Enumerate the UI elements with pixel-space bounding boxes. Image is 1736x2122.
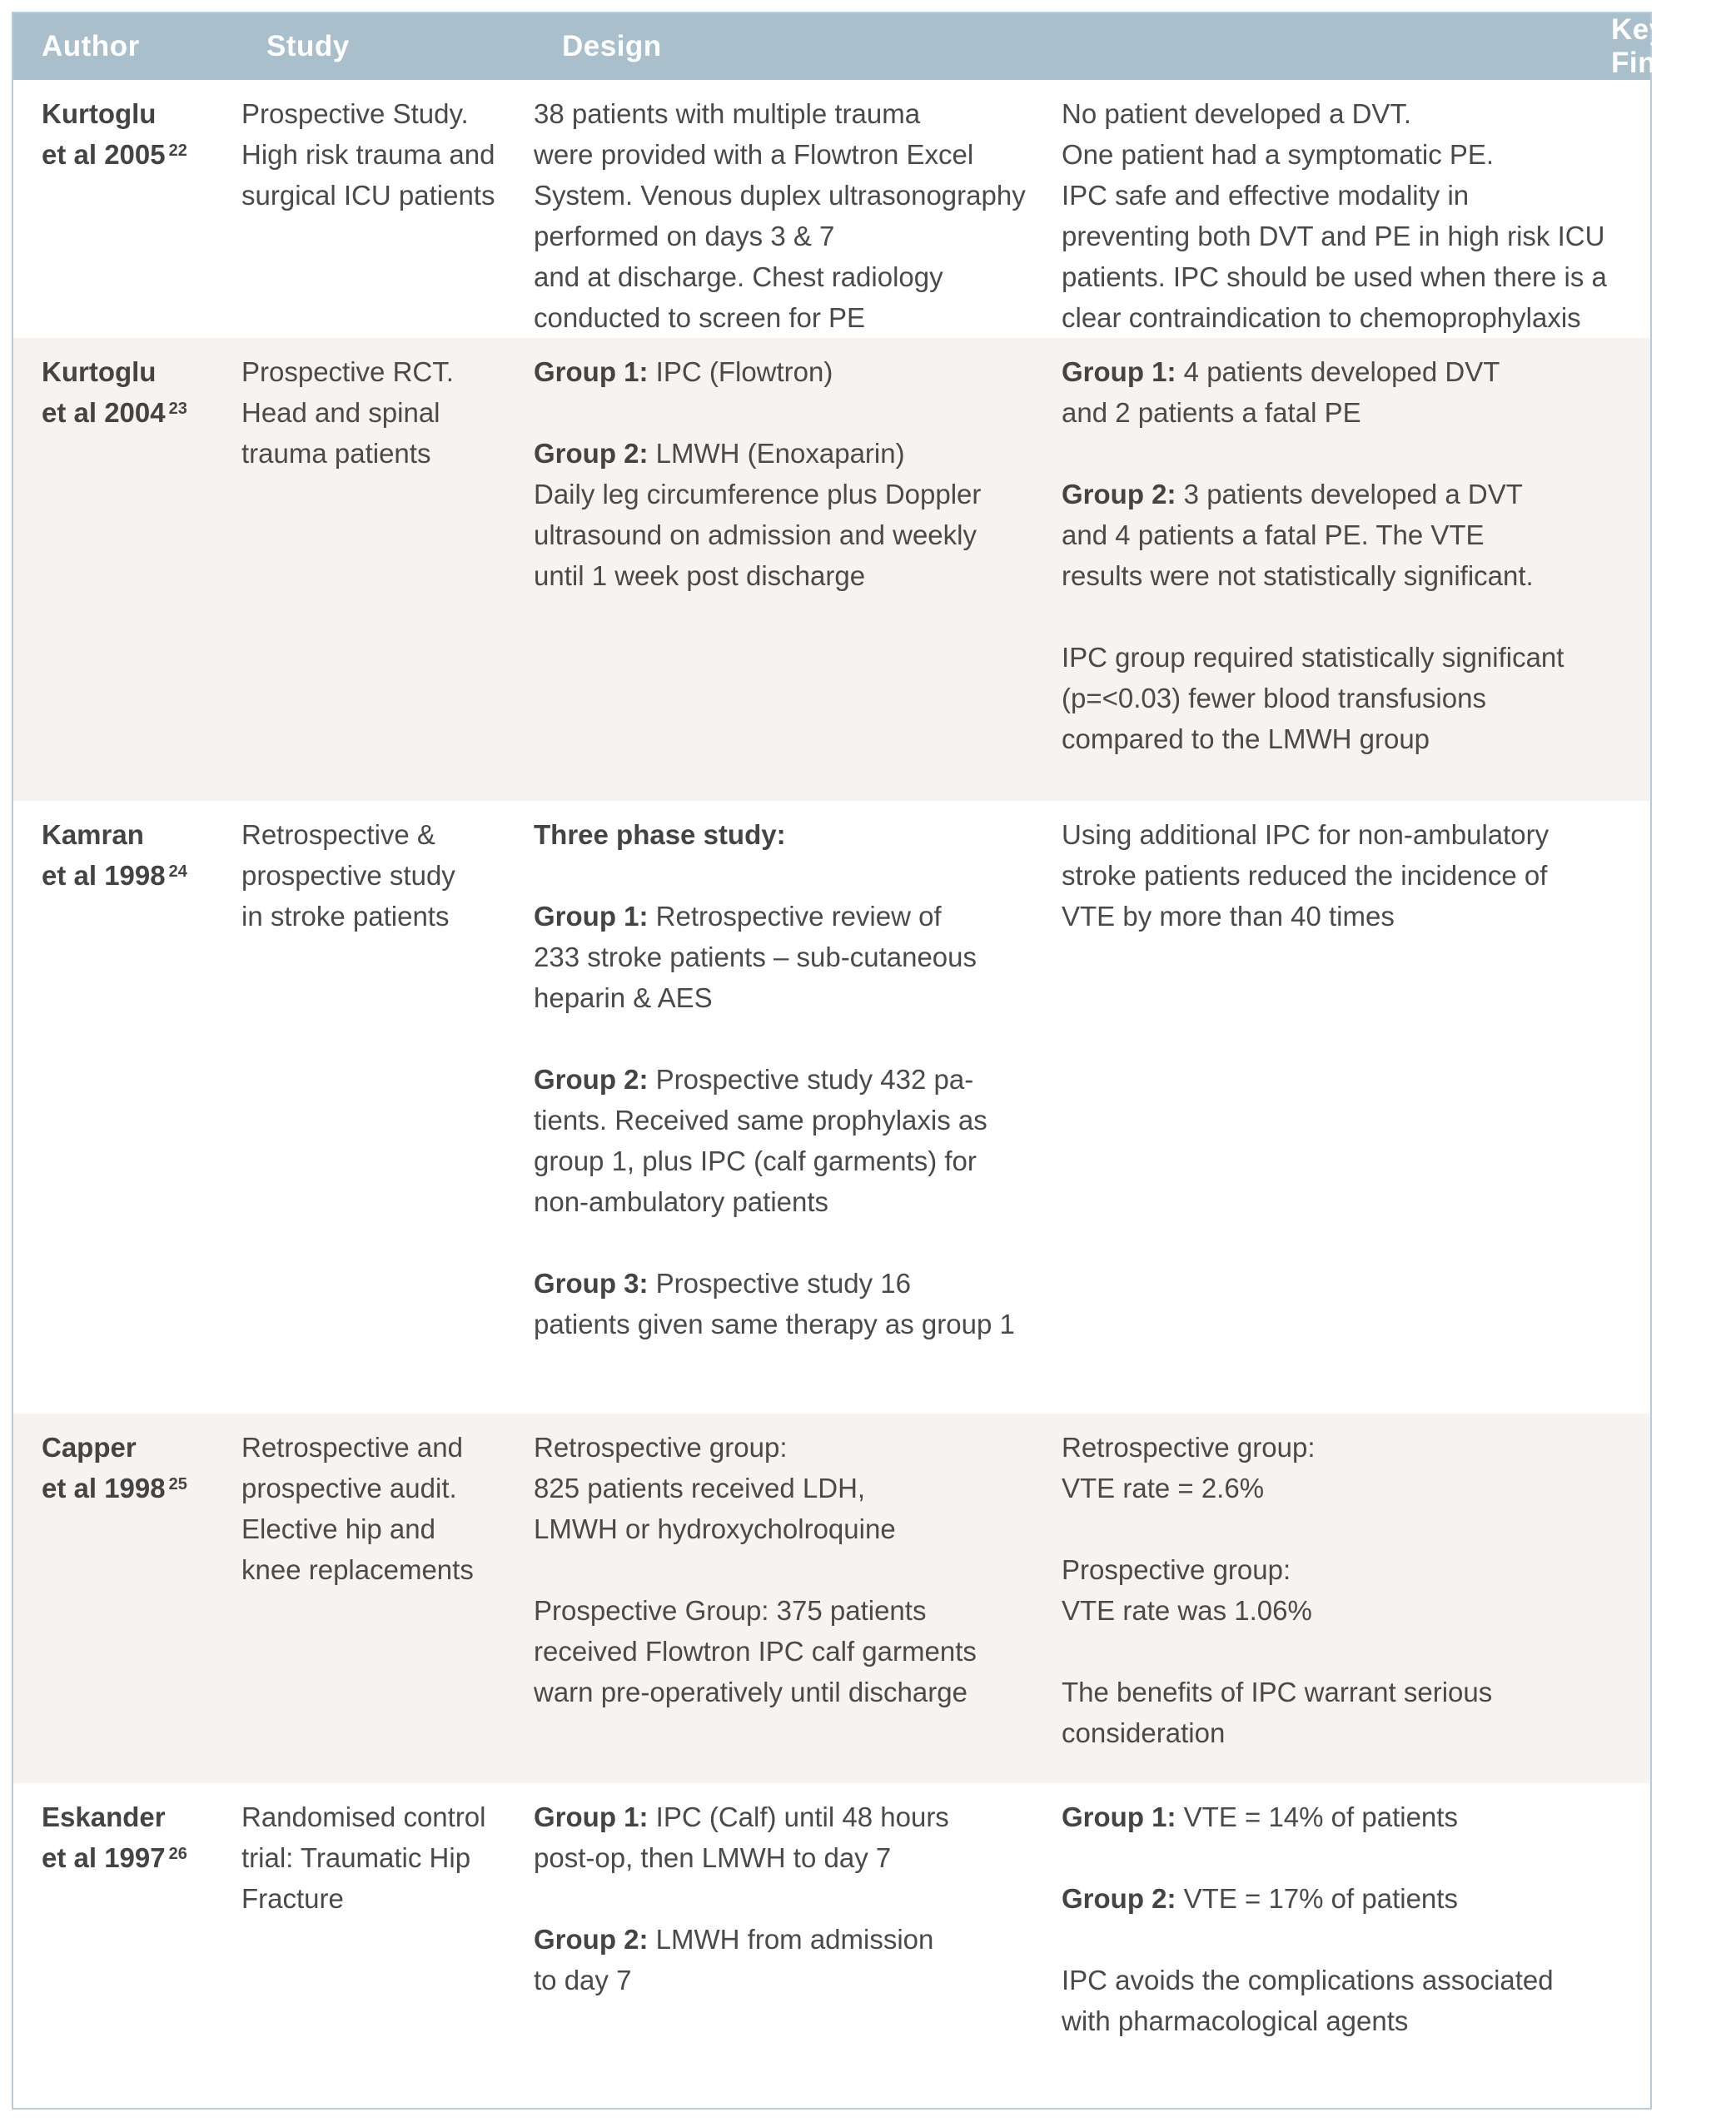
reference-number: 22 bbox=[168, 142, 187, 160]
table-header-row bbox=[13, 13, 1650, 80]
study-line: in stroke patients bbox=[241, 901, 450, 932]
text-line bbox=[534, 351, 1053, 392]
text-line bbox=[534, 1837, 1053, 1878]
line-gap bbox=[534, 1878, 1053, 1919]
group-label: Group 1: bbox=[534, 1801, 649, 1832]
text-line bbox=[1062, 1590, 1642, 1631]
line-text: 4 patients developed DVT bbox=[1176, 356, 1500, 387]
author-year: et al 2005 bbox=[42, 139, 166, 170]
line-gap bbox=[534, 392, 1053, 433]
line-text: VTE = 17% of patients bbox=[1176, 1883, 1458, 1914]
line-text: IPC avoids the complications associated bbox=[1062, 1965, 1554, 1995]
design-cell bbox=[534, 338, 1062, 801]
text-line bbox=[534, 1508, 1053, 1549]
study-cell bbox=[238, 801, 534, 1414]
line-gap bbox=[1062, 596, 1642, 637]
study-line: Elective hip and bbox=[241, 1513, 435, 1544]
author-name: Eskander bbox=[42, 1801, 166, 1832]
author-name: Kurtoglu bbox=[42, 356, 157, 387]
line-text: patients given same therapy as group 1 bbox=[534, 1309, 1015, 1339]
text-line bbox=[1062, 896, 1642, 937]
line-gap bbox=[534, 1222, 1053, 1263]
author-year-line bbox=[42, 1837, 230, 1878]
group-label: Group 2: bbox=[534, 1064, 649, 1095]
text-line bbox=[1062, 2000, 1642, 2041]
text-line bbox=[1062, 1427, 1642, 1468]
line-text: No patient developed a DVT. bbox=[1062, 98, 1412, 129]
author-name: Kurtoglu bbox=[42, 98, 157, 129]
line-text: ultrasound on admission and weekly bbox=[534, 519, 977, 550]
study-line: knee replacements bbox=[241, 1554, 474, 1585]
line-text: performed on days 3 & 7 bbox=[534, 221, 835, 251]
text-line bbox=[534, 216, 1053, 256]
key-findings-cell bbox=[1062, 338, 1650, 801]
text-line bbox=[1062, 718, 1642, 759]
group-label: Three phase study: bbox=[534, 819, 786, 850]
line-text: compared to the LMWH group bbox=[1062, 723, 1430, 754]
text-line bbox=[534, 1427, 1053, 1468]
line-text: stroke patients reduced the incidence of bbox=[1062, 860, 1548, 891]
group-label: Group 1: bbox=[534, 901, 649, 932]
line-text: LMWH (Enoxaparin) bbox=[648, 438, 905, 469]
author-year-line bbox=[42, 855, 230, 896]
line-text: Prospective Group: 375 patients bbox=[534, 1595, 927, 1626]
text-line bbox=[534, 433, 1053, 474]
line-text: Prospective study 16 bbox=[648, 1268, 911, 1299]
study-line: prospective audit. bbox=[241, 1473, 457, 1503]
line-text: consideration bbox=[1062, 1717, 1226, 1748]
text-line bbox=[534, 1796, 1053, 1837]
study-line: Fracture bbox=[241, 1883, 344, 1914]
text-line bbox=[534, 1100, 1053, 1141]
line-text: 825 patients received LDH, bbox=[534, 1473, 866, 1503]
author-cell bbox=[13, 1783, 238, 2083]
text-line bbox=[1062, 474, 1642, 514]
line-gap bbox=[1062, 1919, 1642, 1960]
text-line bbox=[534, 977, 1053, 1018]
text-line bbox=[1062, 392, 1642, 433]
text-line bbox=[534, 175, 1053, 216]
line-text: 233 stroke patients – sub-cutaneous bbox=[534, 942, 977, 972]
table-row bbox=[13, 1414, 1650, 1783]
text-line bbox=[1062, 1672, 1642, 1712]
group-label: Group 1: bbox=[1062, 356, 1176, 387]
group-label: Group 1: bbox=[1062, 1801, 1176, 1832]
key-findings-cell bbox=[1062, 801, 1650, 1414]
study-line: surgical ICU patients bbox=[241, 180, 495, 211]
text-line bbox=[534, 1468, 1053, 1508]
line-text: (p=<0.03) fewer blood transfusions bbox=[1062, 683, 1486, 713]
line-text: clear contraindication to chemoprophylaxis bbox=[1062, 302, 1581, 333]
text-line bbox=[534, 93, 1053, 134]
text-line bbox=[534, 1672, 1053, 1712]
line-text: IPC (Flowtron) bbox=[648, 356, 833, 387]
text-line bbox=[1062, 814, 1642, 855]
header-study: Study bbox=[238, 13, 534, 80]
line-gap bbox=[534, 1018, 1053, 1059]
line-text: The benefits of IPC warrant serious bbox=[1062, 1677, 1493, 1707]
line-text: to day 7 bbox=[534, 1965, 632, 1995]
study-line: Retrospective and bbox=[241, 1432, 463, 1463]
author-cell bbox=[13, 1414, 238, 1783]
author-name: Capper bbox=[42, 1432, 137, 1463]
text-line bbox=[1062, 637, 1642, 678]
study-line: Prospective RCT. bbox=[241, 356, 454, 387]
text-line bbox=[534, 474, 1053, 514]
text-line bbox=[1062, 855, 1642, 896]
group-label: Group 2: bbox=[534, 1924, 649, 1955]
line-text: preventing both DVT and PE in high risk ICU bbox=[1062, 221, 1605, 251]
text-line bbox=[1062, 1712, 1642, 1753]
line-text: IPC (Calf) until 48 hours bbox=[648, 1801, 949, 1832]
key-findings-cell bbox=[1062, 1414, 1650, 1783]
text-line bbox=[534, 514, 1053, 555]
group-label: Group 3: bbox=[534, 1268, 649, 1299]
text-line bbox=[1062, 678, 1642, 718]
line-text: Prospective study 432 pa- bbox=[648, 1064, 974, 1095]
reference-number: 23 bbox=[168, 400, 187, 418]
line-text: and 2 patients a fatal PE bbox=[1062, 397, 1361, 428]
author-cell bbox=[13, 80, 238, 338]
text-line bbox=[1062, 351, 1642, 392]
author-name: Kamran bbox=[42, 819, 144, 850]
line-text: Daily leg circumference plus Doppler bbox=[534, 479, 982, 509]
reference-number: 25 bbox=[168, 1475, 187, 1493]
header-design: Design bbox=[534, 13, 1062, 80]
design-cell bbox=[534, 1414, 1062, 1783]
author-year-line bbox=[42, 1468, 230, 1508]
line-gap bbox=[1062, 1631, 1642, 1672]
text-line bbox=[534, 1263, 1053, 1304]
line-text: were provided with a Flowtron Excel bbox=[534, 139, 974, 170]
studies-table-frame bbox=[12, 12, 1736, 2110]
line-text: IPC group required statistically significant bbox=[1062, 642, 1564, 673]
text-line bbox=[534, 297, 1053, 338]
study-cell bbox=[238, 338, 534, 801]
line-text: 38 patients with multiple trauma bbox=[534, 98, 921, 129]
design-cell bbox=[534, 80, 1062, 338]
text-line bbox=[1062, 256, 1642, 297]
author-year-line bbox=[42, 392, 230, 433]
study-cell bbox=[238, 1414, 534, 1783]
text-line bbox=[534, 1059, 1053, 1100]
line-text: VTE by more than 40 times bbox=[1062, 901, 1395, 932]
key-findings-cell bbox=[1062, 1783, 1650, 2083]
author-cell bbox=[13, 338, 238, 801]
text-line bbox=[534, 1631, 1053, 1672]
line-text: One patient had a symptomatic PE. bbox=[1062, 139, 1495, 170]
text-line bbox=[534, 256, 1053, 297]
line-text: Prospective group: bbox=[1062, 1554, 1291, 1585]
text-line bbox=[1062, 297, 1642, 338]
group-label: Group 2: bbox=[1062, 1883, 1176, 1914]
line-text: LMWH from admission bbox=[648, 1924, 934, 1955]
study-cell bbox=[238, 80, 534, 338]
text-line bbox=[534, 1304, 1053, 1344]
line-text: post-op, then LMWH to day 7 bbox=[534, 1842, 892, 1873]
study-line: Randomised control bbox=[241, 1801, 486, 1832]
studies-table bbox=[13, 13, 1736, 2083]
study-line: Retrospective & bbox=[241, 819, 435, 850]
author-year: et al 2004 bbox=[42, 397, 166, 428]
study-cell bbox=[238, 1783, 534, 2083]
study-line: Head and spinal bbox=[241, 397, 440, 428]
line-gap bbox=[1062, 433, 1642, 474]
text-line bbox=[534, 1960, 1053, 2000]
text-line bbox=[1062, 1960, 1642, 2000]
group-label: Group 2: bbox=[1062, 479, 1176, 509]
line-text: and at discharge. Chest radiology bbox=[534, 261, 943, 292]
line-text: LMWH or hydroxycholroquine bbox=[534, 1513, 896, 1544]
text-line bbox=[1062, 1878, 1642, 1919]
line-text: warn pre-operatively until discharge bbox=[534, 1677, 967, 1707]
line-gap bbox=[534, 1549, 1053, 1590]
text-line bbox=[534, 555, 1053, 596]
line-text: System. Venous duplex ultrasonography bbox=[534, 180, 1026, 211]
line-text: received Flowtron IPC calf garments bbox=[534, 1636, 977, 1667]
reference-number: 26 bbox=[168, 1845, 187, 1863]
study-line: trauma patients bbox=[241, 438, 431, 469]
text-line bbox=[534, 134, 1053, 175]
study-line: trial: Traumatic Hip bbox=[241, 1842, 471, 1873]
text-line bbox=[1062, 1796, 1642, 1837]
group-label: Group 1: bbox=[534, 356, 649, 387]
table-row bbox=[13, 338, 1650, 801]
author-cell bbox=[13, 801, 238, 1414]
header-key-findings: Key Findings bbox=[1062, 13, 1650, 80]
header-author: Author bbox=[13, 13, 238, 80]
text-line bbox=[1062, 1468, 1642, 1508]
line-gap bbox=[1062, 1837, 1642, 1878]
author-year-line bbox=[42, 134, 230, 175]
line-text: IPC safe and effective modality in bbox=[1062, 180, 1470, 211]
line-text: Retrospective review of bbox=[648, 901, 942, 932]
text-line bbox=[1062, 175, 1642, 216]
text-line bbox=[1062, 134, 1642, 175]
study-line: Prospective Study. bbox=[241, 98, 469, 129]
text-line bbox=[534, 1590, 1053, 1631]
reference-number: 24 bbox=[168, 862, 187, 881]
line-text: Retrospective group: bbox=[1062, 1432, 1316, 1463]
line-text: until 1 week post discharge bbox=[534, 560, 866, 591]
group-label: Group 2: bbox=[534, 438, 649, 469]
text-line bbox=[534, 896, 1053, 937]
line-text: VTE rate was 1.06% bbox=[1062, 1595, 1312, 1626]
text-line bbox=[1062, 555, 1642, 596]
text-line bbox=[534, 937, 1053, 977]
line-gap bbox=[1062, 1508, 1642, 1549]
study-line: High risk trauma and bbox=[241, 139, 495, 170]
line-text: conducted to screen for PE bbox=[534, 302, 866, 333]
study-line: prospective study bbox=[241, 860, 455, 891]
line-gap bbox=[534, 855, 1053, 896]
line-text: heparin & AES bbox=[534, 982, 713, 1013]
text-line bbox=[534, 1919, 1053, 1960]
author-year: et al 1997 bbox=[42, 1842, 166, 1873]
table-body bbox=[13, 80, 1650, 2083]
line-text: Using additional IPC for non-ambulatory bbox=[1062, 819, 1549, 850]
line-text: 3 patients developed a DVT bbox=[1176, 479, 1523, 509]
design-cell bbox=[534, 801, 1062, 1414]
line-text: with pharmacological agents bbox=[1062, 2005, 1409, 2036]
line-text: VTE = 14% of patients bbox=[1176, 1801, 1458, 1832]
line-text: group 1, plus IPC (calf garments) for bbox=[534, 1145, 977, 1176]
table-row bbox=[13, 801, 1650, 1414]
text-line bbox=[1062, 93, 1642, 134]
text-line bbox=[534, 1141, 1053, 1181]
text-line bbox=[534, 814, 1053, 855]
line-text: and 4 patients a fatal PE. The VTE bbox=[1062, 519, 1485, 550]
text-line bbox=[1062, 1549, 1642, 1590]
text-line bbox=[534, 1181, 1053, 1222]
table-row bbox=[13, 1783, 1650, 2083]
line-text: patients. IPC should be used when there is a bbox=[1062, 261, 1607, 292]
author-year: et al 1998 bbox=[42, 860, 166, 891]
author-year: et al 1998 bbox=[42, 1473, 166, 1503]
line-text: tients. Received same prophylaxis as bbox=[534, 1105, 987, 1136]
line-text: non-ambulatory patients bbox=[534, 1186, 829, 1217]
line-text: VTE rate = 2.6% bbox=[1062, 1473, 1265, 1503]
table-row bbox=[13, 80, 1650, 338]
line-text: Retrospective group: bbox=[534, 1432, 788, 1463]
key-findings-cell bbox=[1062, 80, 1650, 338]
text-line bbox=[1062, 216, 1642, 256]
design-cell bbox=[534, 1783, 1062, 2083]
line-text: results were not statistically significant. bbox=[1062, 560, 1534, 591]
text-line bbox=[1062, 514, 1642, 555]
